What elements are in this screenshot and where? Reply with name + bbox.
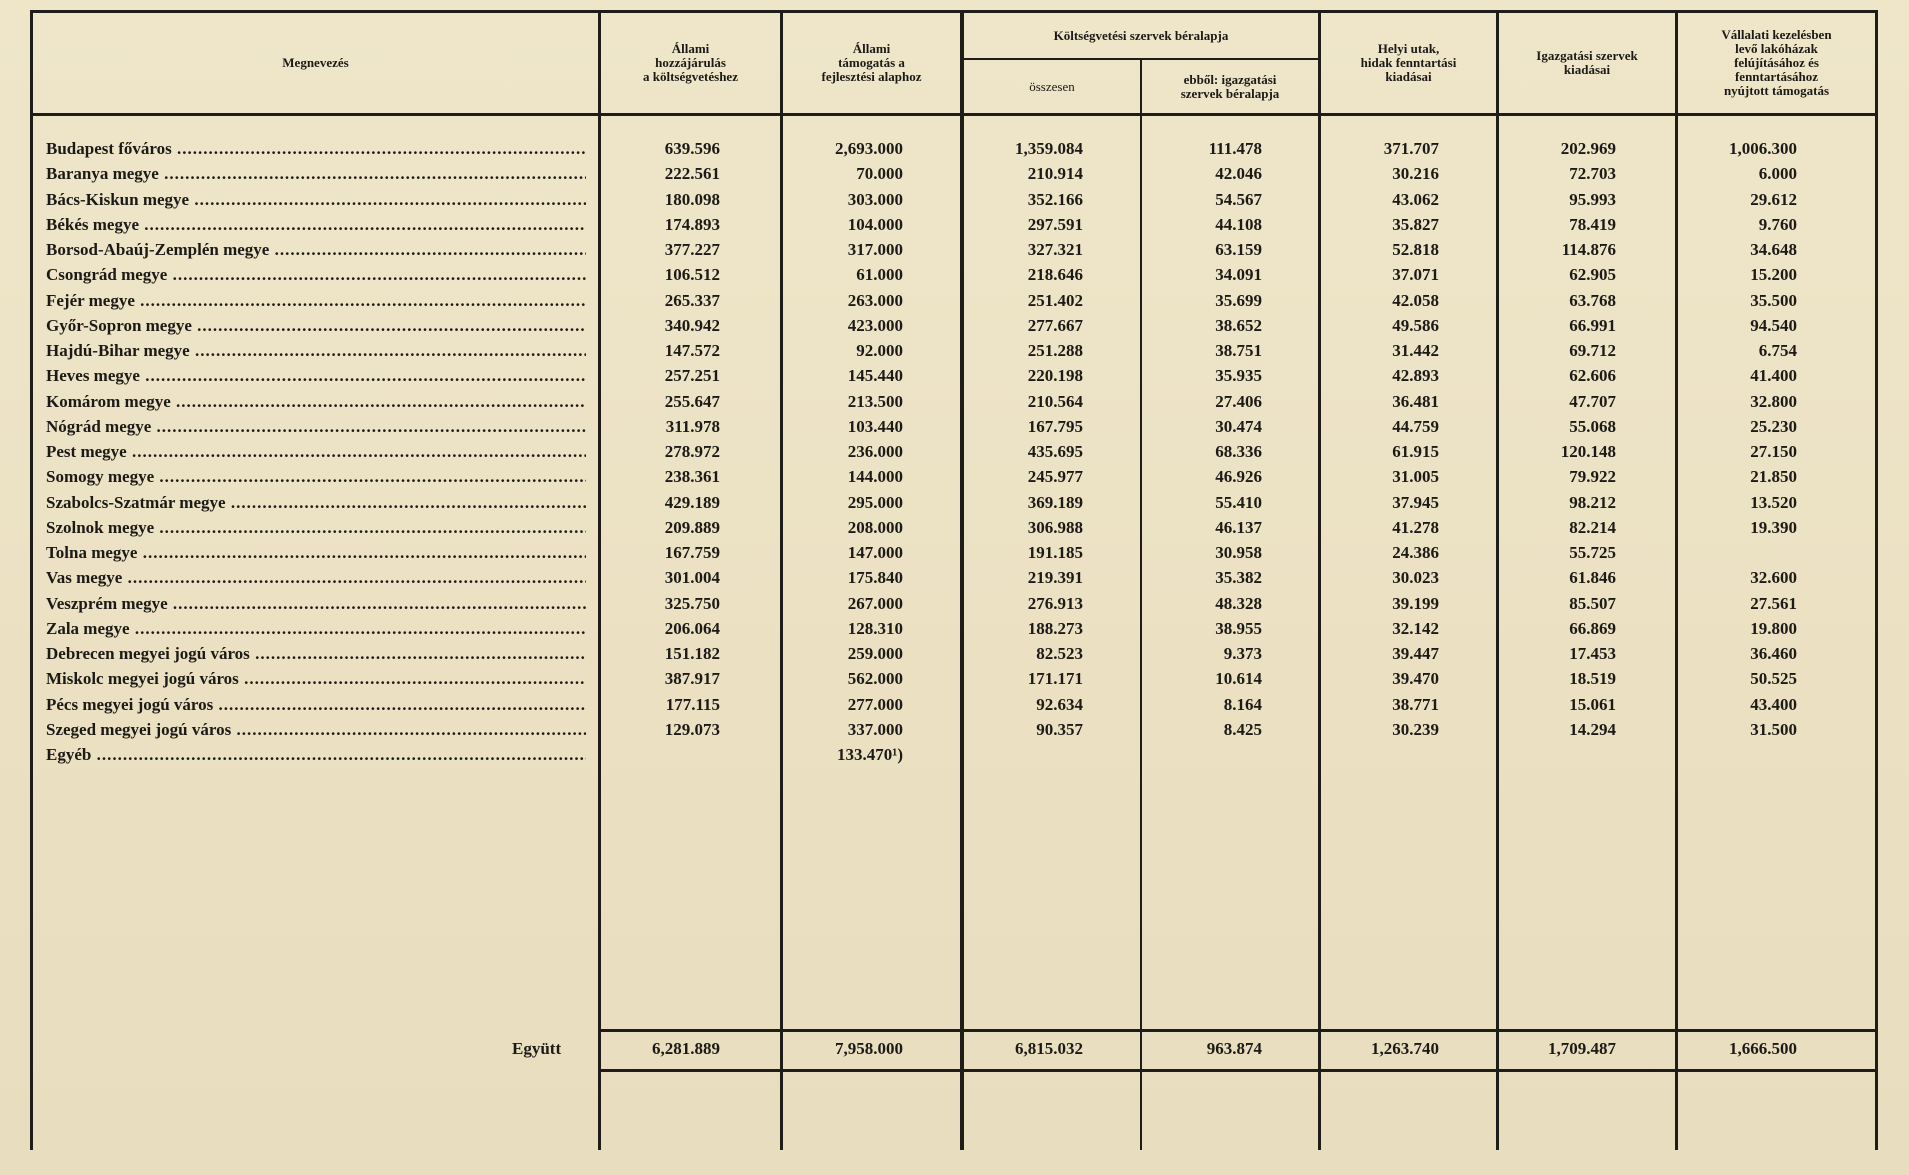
- cell-col-7: 25.230: [1750, 416, 1797, 436]
- header-col-5-line: Igazgatási szervek: [1536, 48, 1638, 63]
- row-name: Pest megye .....: [46, 439, 586, 464]
- cell-col-2: 423.000: [847, 315, 903, 335]
- cell-col-2: 295.000: [847, 492, 903, 512]
- cell-col-3: 210.914: [1027, 164, 1083, 184]
- table-row: [0, 389, 1909, 414]
- cell-col-7: 9.760: [1758, 214, 1797, 234]
- cell-col-3: 210.564: [1027, 391, 1083, 411]
- header-col-1-line: Állami: [671, 41, 710, 56]
- cell-col-7: 19.800: [1750, 618, 1797, 638]
- cell-col-4: 63.159: [1215, 240, 1262, 259]
- header-group-3-label: Költségvetési szervek béralapja: [1053, 27, 1229, 43]
- header-col-6: [1678, 13, 1875, 113]
- cell-col-3: 220.198: [1027, 366, 1083, 386]
- header-col-4-line: hidak fenntartási: [1360, 55, 1457, 70]
- cell-col-4: 111.478: [1208, 139, 1262, 158]
- cell-col-5: 37.071: [1392, 265, 1439, 285]
- table-row: [0, 212, 1909, 237]
- cell-col-6: 66.991: [1569, 315, 1616, 335]
- cell-col-6: 69.712: [1569, 341, 1616, 360]
- table-row: [0, 666, 1909, 691]
- cell-col-3: 90.357: [1036, 719, 1083, 739]
- cell-col-7: 34.648: [1750, 240, 1797, 259]
- cell-col-6: 61.846: [1569, 568, 1616, 588]
- cell-col-5: 44.759: [1392, 416, 1439, 436]
- cell-col-3: 219.391: [1027, 568, 1083, 588]
- header-col-5: [1499, 13, 1675, 113]
- row-name: Baranya megye .....: [46, 161, 586, 186]
- row-name: Nógrád megye .....: [46, 414, 586, 439]
- row-name: Békés megye .....: [46, 212, 586, 237]
- cell-col-6: 55.725: [1569, 543, 1616, 562]
- cell-col-4: 30.958: [1215, 543, 1262, 562]
- cell-col-7: 15.200: [1750, 265, 1797, 285]
- cell-col-1: 255.647: [664, 391, 720, 411]
- row-name: Szeged megyei jogú város .....: [46, 717, 586, 742]
- cell-col-1: 311.978: [665, 416, 720, 436]
- cell-col-3: 435.695: [1027, 442, 1083, 461]
- cell-col-5: 37.945: [1392, 492, 1439, 512]
- cell-col-1: 174.893: [664, 214, 720, 234]
- cell-col-3: 306.988: [1027, 517, 1083, 537]
- cell-col-4: 55.410: [1215, 492, 1262, 512]
- total-cell-col-6: 1,709.487: [1548, 1039, 1616, 1058]
- cell-col-5: 35.827: [1392, 214, 1439, 234]
- cell-col-3: 327.321: [1027, 240, 1083, 259]
- row-name: Csongrád megye .....: [46, 262, 586, 287]
- cell-col-7: 6.754: [1758, 341, 1797, 360]
- cell-col-5: 24.386: [1392, 543, 1439, 562]
- cell-col-2: 208.000: [847, 517, 903, 537]
- cell-col-6: 55.068: [1569, 416, 1616, 436]
- cell-col-1: 180.098: [664, 189, 720, 209]
- cell-col-6: 72.703: [1569, 164, 1616, 184]
- cell-col-2: 303.000: [847, 189, 903, 209]
- table-row: [0, 338, 1909, 363]
- cell-col-6: 62.606: [1569, 366, 1616, 386]
- total-top-rule: [598, 1029, 1878, 1032]
- cell-col-6: 98.212: [1569, 492, 1616, 512]
- header-col-2: [783, 13, 960, 113]
- cell-col-6: 15.061: [1569, 694, 1616, 714]
- cell-col-1: 129.073: [664, 719, 720, 739]
- table-row: [0, 641, 1909, 666]
- cell-col-1: 209.889: [664, 517, 720, 537]
- cell-col-5: 61.915: [1392, 442, 1439, 461]
- cell-col-4: 34.091: [1215, 265, 1262, 285]
- cell-col-2: 144.000: [847, 467, 903, 487]
- cell-col-1: 387.917: [664, 669, 720, 689]
- cell-col-7: 35.500: [1750, 290, 1797, 310]
- cell-col-6: 63.768: [1569, 290, 1616, 310]
- cell-col-4: 68.336: [1215, 442, 1262, 461]
- row-name: Miskolc megyei jogú város .....: [46, 666, 586, 691]
- cell-col-6: 78.419: [1569, 214, 1616, 234]
- cell-col-4: 8.164: [1223, 694, 1262, 714]
- cell-col-7: 29.612: [1750, 189, 1797, 209]
- cell-col-7: 27.150: [1750, 442, 1797, 461]
- cell-col-2: 175.840: [847, 568, 903, 588]
- cell-col-5: 38.771: [1392, 694, 1439, 714]
- header-col-1-line: a költségvetéshez: [643, 69, 738, 84]
- row-name: Egyéb .....: [46, 742, 586, 767]
- cell-col-3: 369.189: [1027, 492, 1083, 512]
- header-col-6-line: levő lakóházak: [1735, 41, 1818, 56]
- cell-col-3: 1,359.084: [1015, 139, 1083, 158]
- cell-col-6: 66.869: [1569, 618, 1616, 638]
- cell-col-4: 46.137: [1215, 517, 1262, 537]
- cell-col-2: 70.000: [856, 164, 903, 184]
- cell-col-1: 340.942: [664, 315, 720, 335]
- cell-col-3: 171.171: [1027, 669, 1083, 689]
- header-col-6-line: Vállalati kezelésben: [1721, 27, 1832, 42]
- header-col-4-line: kiadásai: [1385, 69, 1432, 84]
- table-row: [0, 187, 1909, 212]
- cell-col-4: 54.567: [1215, 189, 1262, 209]
- cell-col-4: 38.955: [1215, 618, 1262, 638]
- table-row: [0, 616, 1909, 641]
- table-row: [0, 136, 1909, 161]
- cell-col-7: 6.000: [1758, 164, 1797, 184]
- row-name: Szolnok megye .....: [46, 515, 586, 540]
- cell-col-7: 21.850: [1750, 467, 1797, 487]
- cell-col-1: 257.251: [664, 366, 720, 386]
- cell-col-2: 2,693.000: [835, 139, 903, 158]
- cell-col-7: 41.400: [1750, 366, 1797, 386]
- cell-col-3: 82.523: [1036, 644, 1083, 663]
- cell-col-2: 103.440: [847, 416, 903, 436]
- row-name: Bács-Kiskun megye .....: [46, 187, 586, 212]
- row-name: Heves megye .....: [46, 363, 586, 388]
- cell-col-3: 218.646: [1027, 265, 1083, 285]
- cell-col-4: 27.406: [1215, 391, 1262, 411]
- cell-col-7: 13.520: [1750, 492, 1797, 512]
- cell-col-6: 82.214: [1569, 517, 1616, 537]
- header-group-3: [964, 13, 1318, 58]
- total-cell-col-4: 963.874: [1206, 1039, 1262, 1058]
- cell-col-1: 639.596: [664, 139, 720, 158]
- cell-col-4: 44.108: [1215, 214, 1262, 234]
- row-name: Somogy megye .....: [46, 464, 586, 489]
- cell-col-6: 17.453: [1569, 644, 1616, 663]
- table-row: [0, 262, 1909, 287]
- cell-col-1: 177.115: [665, 694, 720, 714]
- cell-col-5: 43.062: [1392, 189, 1439, 209]
- row-name: Szabolcs-Szatmár megye .....: [46, 490, 586, 515]
- cell-col-1: 301.004: [664, 568, 720, 588]
- cell-col-7: 32.600: [1750, 568, 1797, 588]
- cell-col-5: 30.239: [1392, 719, 1439, 739]
- cell-col-3: 251.402: [1027, 290, 1083, 310]
- cell-col-2: 263.000: [847, 290, 903, 310]
- cell-col-2: 267.000: [847, 593, 903, 613]
- header-col-4: [1321, 13, 1496, 113]
- cell-col-4: 35.699: [1215, 290, 1262, 310]
- cell-col-4: 38.751: [1215, 341, 1262, 360]
- header-col-3b-line: szervek béralapja: [1180, 85, 1280, 101]
- cell-col-2: 147.000: [847, 543, 903, 562]
- header-name-label: Megnevezés: [282, 55, 349, 70]
- cell-col-6: 202.969: [1560, 139, 1616, 158]
- cell-col-5: 39.470: [1392, 669, 1439, 689]
- cell-col-7: 36.460: [1750, 644, 1797, 663]
- total-cell-col-3: 6,815.032: [1015, 1039, 1083, 1058]
- cell-col-6: 47.707: [1569, 391, 1616, 411]
- cell-col-1: 238.361: [664, 467, 720, 487]
- cell-col-7: 32.800: [1750, 391, 1797, 411]
- cell-col-5: 52.818: [1392, 240, 1439, 259]
- table-row: [0, 692, 1909, 717]
- row-name: Hajdú-Bihar megye .....: [46, 338, 586, 363]
- cell-col-5: 41.278: [1392, 517, 1439, 537]
- cell-col-3: 92.634: [1036, 694, 1083, 714]
- cell-col-2: 145.440: [847, 366, 903, 386]
- cell-col-3: 352.166: [1027, 189, 1083, 209]
- cell-col-5: 371.707: [1383, 139, 1439, 158]
- cell-col-1: 377.227: [664, 240, 720, 259]
- cell-col-4: 35.382: [1215, 568, 1262, 588]
- cell-col-6: 114.876: [1561, 240, 1616, 259]
- cell-col-3: 251.288: [1027, 341, 1083, 360]
- cell-col-6: 85.507: [1569, 593, 1616, 613]
- table-row: [0, 161, 1909, 186]
- cell-col-2: 259.000: [847, 644, 903, 663]
- header-bottom-rule: [30, 113, 1878, 116]
- cell-col-1: 325.750: [664, 593, 720, 613]
- cell-col-3: 276.913: [1027, 593, 1083, 613]
- header-col-4-line: Helyi utak,: [1377, 41, 1440, 56]
- cell-col-4: 10.614: [1215, 669, 1262, 689]
- header-col-6-line: nyújtott támogatás: [1723, 83, 1830, 98]
- row-name: Debrecen megyei jogú város .....: [46, 641, 586, 666]
- table-row: [0, 237, 1909, 262]
- table-row: [0, 717, 1909, 742]
- cell-col-2: 317.000: [847, 240, 903, 259]
- cell-col-2: 562.000: [847, 669, 903, 689]
- cell-col-2: 133.470¹): [836, 745, 903, 764]
- total-bottom-rule: [598, 1069, 1878, 1072]
- row-name: Fejér megye .....: [46, 288, 586, 313]
- cell-col-4: 42.046: [1215, 164, 1262, 184]
- cell-col-7: 19.390: [1750, 517, 1797, 537]
- table-row: [0, 540, 1909, 565]
- table-row: [0, 742, 1909, 767]
- row-name: Veszprém megye .....: [46, 591, 586, 616]
- cell-col-6: 95.993: [1569, 189, 1616, 209]
- row-name: Zala megye .....: [46, 616, 586, 641]
- cell-col-7: 43.400: [1750, 694, 1797, 714]
- table-row: [0, 515, 1909, 540]
- cell-col-6: 18.519: [1569, 669, 1616, 689]
- row-name: Győr-Sopron megye .....: [46, 313, 586, 338]
- cell-col-2: 104.000: [847, 214, 903, 234]
- row-name: Komárom megye .....: [46, 389, 586, 414]
- cell-col-1: 429.189: [664, 492, 720, 512]
- cell-col-5: 49.586: [1392, 315, 1439, 335]
- row-name: Vas megye .....: [46, 565, 586, 590]
- table-row: [0, 490, 1909, 515]
- cell-col-2: 236.000: [847, 442, 903, 461]
- header-col-2-line: fejlesztési alaphoz: [821, 69, 922, 84]
- cell-col-4: 48.328: [1215, 593, 1262, 613]
- cell-col-6: 14.294: [1569, 719, 1616, 739]
- table-row: [0, 464, 1909, 489]
- cell-col-5: 39.447: [1392, 644, 1439, 663]
- table-row: [0, 591, 1909, 616]
- cell-col-7: 94.540: [1750, 315, 1797, 335]
- cell-col-5: 31.005: [1392, 467, 1439, 487]
- cell-col-4: 8.425: [1223, 719, 1262, 739]
- cell-col-3: 188.273: [1027, 618, 1083, 638]
- total-cell-col-1: 6,281.889: [652, 1039, 720, 1058]
- cell-col-3: 297.591: [1027, 214, 1083, 234]
- cell-col-4: 35.935: [1215, 366, 1262, 386]
- total-cell-col-2: 7,958.000: [835, 1039, 903, 1058]
- cell-col-5: 32.142: [1392, 618, 1439, 638]
- cell-col-5: 42.893: [1392, 366, 1439, 386]
- header-col-3b-line: ebből: igazgatási: [1183, 71, 1277, 87]
- cell-col-5: 31.442: [1392, 341, 1439, 360]
- cell-col-5: 39.199: [1392, 593, 1439, 613]
- header-col-1-line: hozzájárulás: [655, 55, 726, 70]
- header-col-3a: [964, 60, 1140, 113]
- cell-col-2: 277.000: [847, 694, 903, 714]
- cell-col-7: 1,006.300: [1729, 139, 1797, 158]
- header-col-5-line: kiadásai: [1563, 62, 1611, 77]
- cell-col-1: 147.572: [664, 341, 720, 360]
- table-row: [0, 439, 1909, 464]
- cell-col-4: 46.926: [1215, 467, 1262, 487]
- cell-col-3: 277.667: [1027, 315, 1083, 335]
- cell-col-3: 191.185: [1027, 543, 1083, 562]
- cell-col-3: 167.795: [1027, 416, 1083, 436]
- cell-col-5: 42.058: [1392, 290, 1439, 310]
- header-col-6-line: felújításához és: [1734, 55, 1819, 70]
- cell-col-1: 222.561: [664, 164, 720, 184]
- cell-col-1: 265.337: [664, 290, 720, 310]
- cell-col-7: 50.525: [1750, 669, 1797, 689]
- cell-col-5: 36.481: [1392, 391, 1439, 411]
- cell-col-2: 337.000: [847, 719, 903, 739]
- cell-col-1: 151.182: [664, 644, 720, 663]
- header-col-2-line: támogatás a: [838, 55, 905, 70]
- table-row: [0, 288, 1909, 313]
- cell-col-6: 62.905: [1569, 265, 1616, 285]
- header-name-column: [33, 13, 598, 113]
- cell-col-4: 9.373: [1223, 644, 1262, 663]
- cell-col-1: 167.759: [664, 543, 720, 562]
- total-label: Együtt: [512, 1039, 562, 1058]
- table-row: [0, 565, 1909, 590]
- header-col-3b: [1142, 60, 1318, 113]
- header-col-1: [601, 13, 780, 113]
- cell-col-2: 128.310: [847, 618, 903, 638]
- cell-col-1: 206.064: [664, 618, 720, 638]
- cell-col-2: 61.000: [856, 265, 903, 285]
- cell-col-3: 245.977: [1027, 467, 1083, 487]
- row-name: Tolna megye .....: [46, 540, 586, 565]
- cell-col-2: 92.000: [856, 341, 903, 360]
- cell-col-4: 30.474: [1215, 416, 1262, 436]
- cell-col-1: 278.972: [664, 442, 720, 461]
- header-col-3a-label: összesen: [1029, 78, 1075, 94]
- row-name: Budapest főváros .....: [46, 136, 586, 161]
- table-row: [0, 313, 1909, 338]
- row-name: Borsod-Abaúj-Zemplén megye .....: [46, 237, 586, 262]
- row-name: Pécs megyei jogú város .....: [46, 692, 586, 717]
- cell-col-2: 213.500: [847, 391, 903, 411]
- cell-col-4: 38.652: [1215, 315, 1262, 335]
- cell-col-1: 106.512: [664, 265, 720, 285]
- cell-col-6: 79.922: [1569, 467, 1616, 487]
- table-row: [0, 363, 1909, 388]
- cell-col-7: 31.500: [1750, 719, 1797, 739]
- cell-col-5: 30.216: [1392, 164, 1439, 184]
- cell-col-6: 120.148: [1560, 442, 1616, 461]
- total-cell-col-7: 1,666.500: [1729, 1039, 1797, 1058]
- table-row: [0, 414, 1909, 439]
- header-col-2-line: Állami: [852, 41, 891, 56]
- total-cell-col-5: 1,263.740: [1371, 1039, 1439, 1058]
- header-col-6-line: fenntartásához: [1734, 69, 1819, 84]
- cell-col-5: 30.023: [1392, 568, 1439, 588]
- cell-col-7: 27.561: [1750, 593, 1797, 613]
